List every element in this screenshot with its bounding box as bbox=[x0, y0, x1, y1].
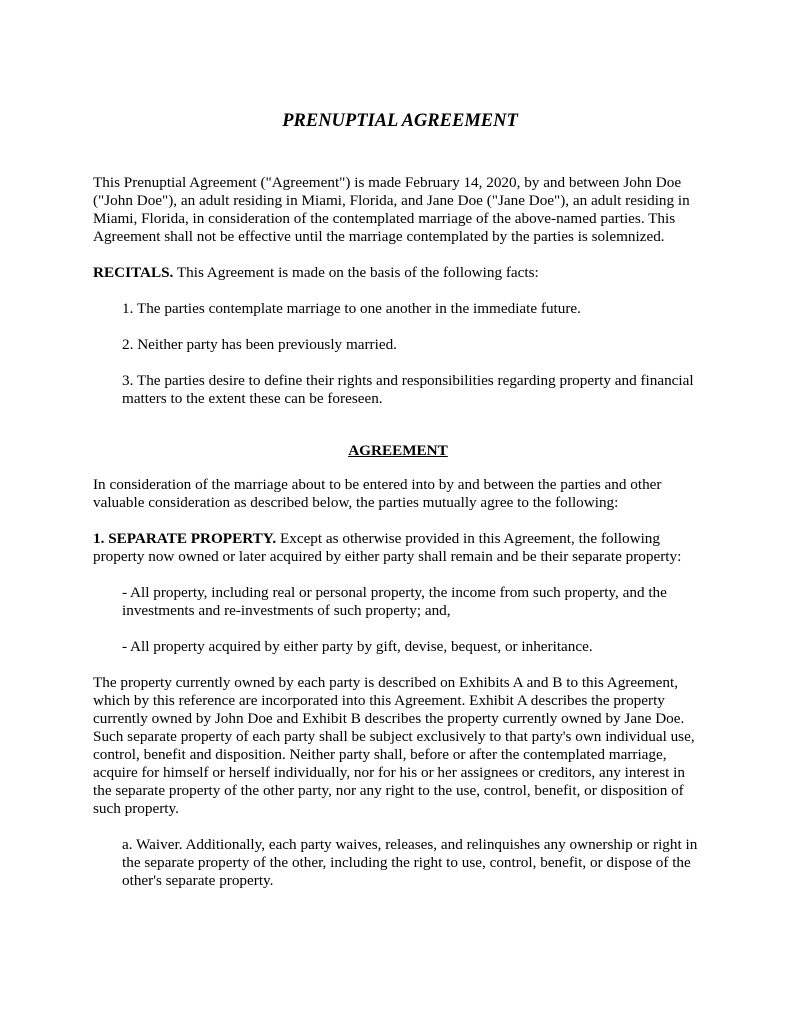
document-body bbox=[93, 110, 703, 908]
waiver-paragraph: a. Waiver. Additionally, each party waives, releases, and relinquishes any ownership or right in the separate property of the other, including the right to use, control, benefit, or dispose of the other's separate property. bbox=[122, 836, 698, 889]
agreement-heading: AGREEMENT bbox=[348, 442, 448, 459]
recital-item: 3. The parties desire to define their rights and responsibilities regarding property and financial matters to the extent these can be foreseen. bbox=[122, 372, 694, 407]
document-title: PRENUPTIAL AGREEMENT bbox=[282, 111, 518, 131]
agreement-intro: In consideration of the marriage about to be entered into by and between the parties and other valuable consideration as described below, the parties mutually agree to the following: bbox=[93, 476, 662, 511]
recitals-paragraph bbox=[93, 264, 703, 282]
recital-item: 2. Neither party has been previously married. bbox=[122, 336, 397, 353]
recital-item: 1. The parties contemplate marriage to one another in the immediate future. bbox=[122, 300, 581, 317]
property-item: - All property acquired by either party by gift, devise, bequest, or inheritance. bbox=[122, 638, 593, 655]
separate-property-text: Except as otherwise provided in this Agreement, the following property now owned or later acquired by either party shall remain and be their separate property: bbox=[93, 530, 682, 565]
separate-property-body: The property currently owned by each party is described on Exhibits A and B to this Agreement, which by this reference are incorporated into this Agreement. Exhibit A describes the property currently owned by John Doe and Exhibit B describes the property currently owned by Jane Doe. Such separate property of each party shall be subject exclusively to that party's own individual use, control, benefit and disposition. Neither party shall, before or after the contemplated marriage, acquire for himself or herself individually, nor for his or her assignees or creditors, any interest in the separate property of the other party, nor any right to the use, control, benefit, or disposition of such property. bbox=[93, 674, 695, 817]
separate-property-heading: 1. SEPARATE PROPERTY. bbox=[93, 530, 277, 547]
recitals-heading: RECITALS. bbox=[93, 264, 174, 281]
recitals-text: This Agreement is made on the basis of the following facts: bbox=[173, 264, 539, 281]
property-item: - All property, including real or personal property, the income from such property, and the investments and re-investments of such property; and, bbox=[122, 584, 667, 619]
separate-property-paragraph bbox=[93, 530, 703, 566]
intro-paragraph: This Prenuptial Agreement ("Agreement") is made February 14, 2020, by and between John Doe ("John Doe"), an adult residing in Miami, Florida, and Jane Doe ("Jane Doe"), an adult residing in Miami, Florida, in consideration of the contemplated marriage of the above-named parties. This Agreement shall not be effective until the marriage contemplated by the parties is solemnized. bbox=[93, 174, 690, 245]
